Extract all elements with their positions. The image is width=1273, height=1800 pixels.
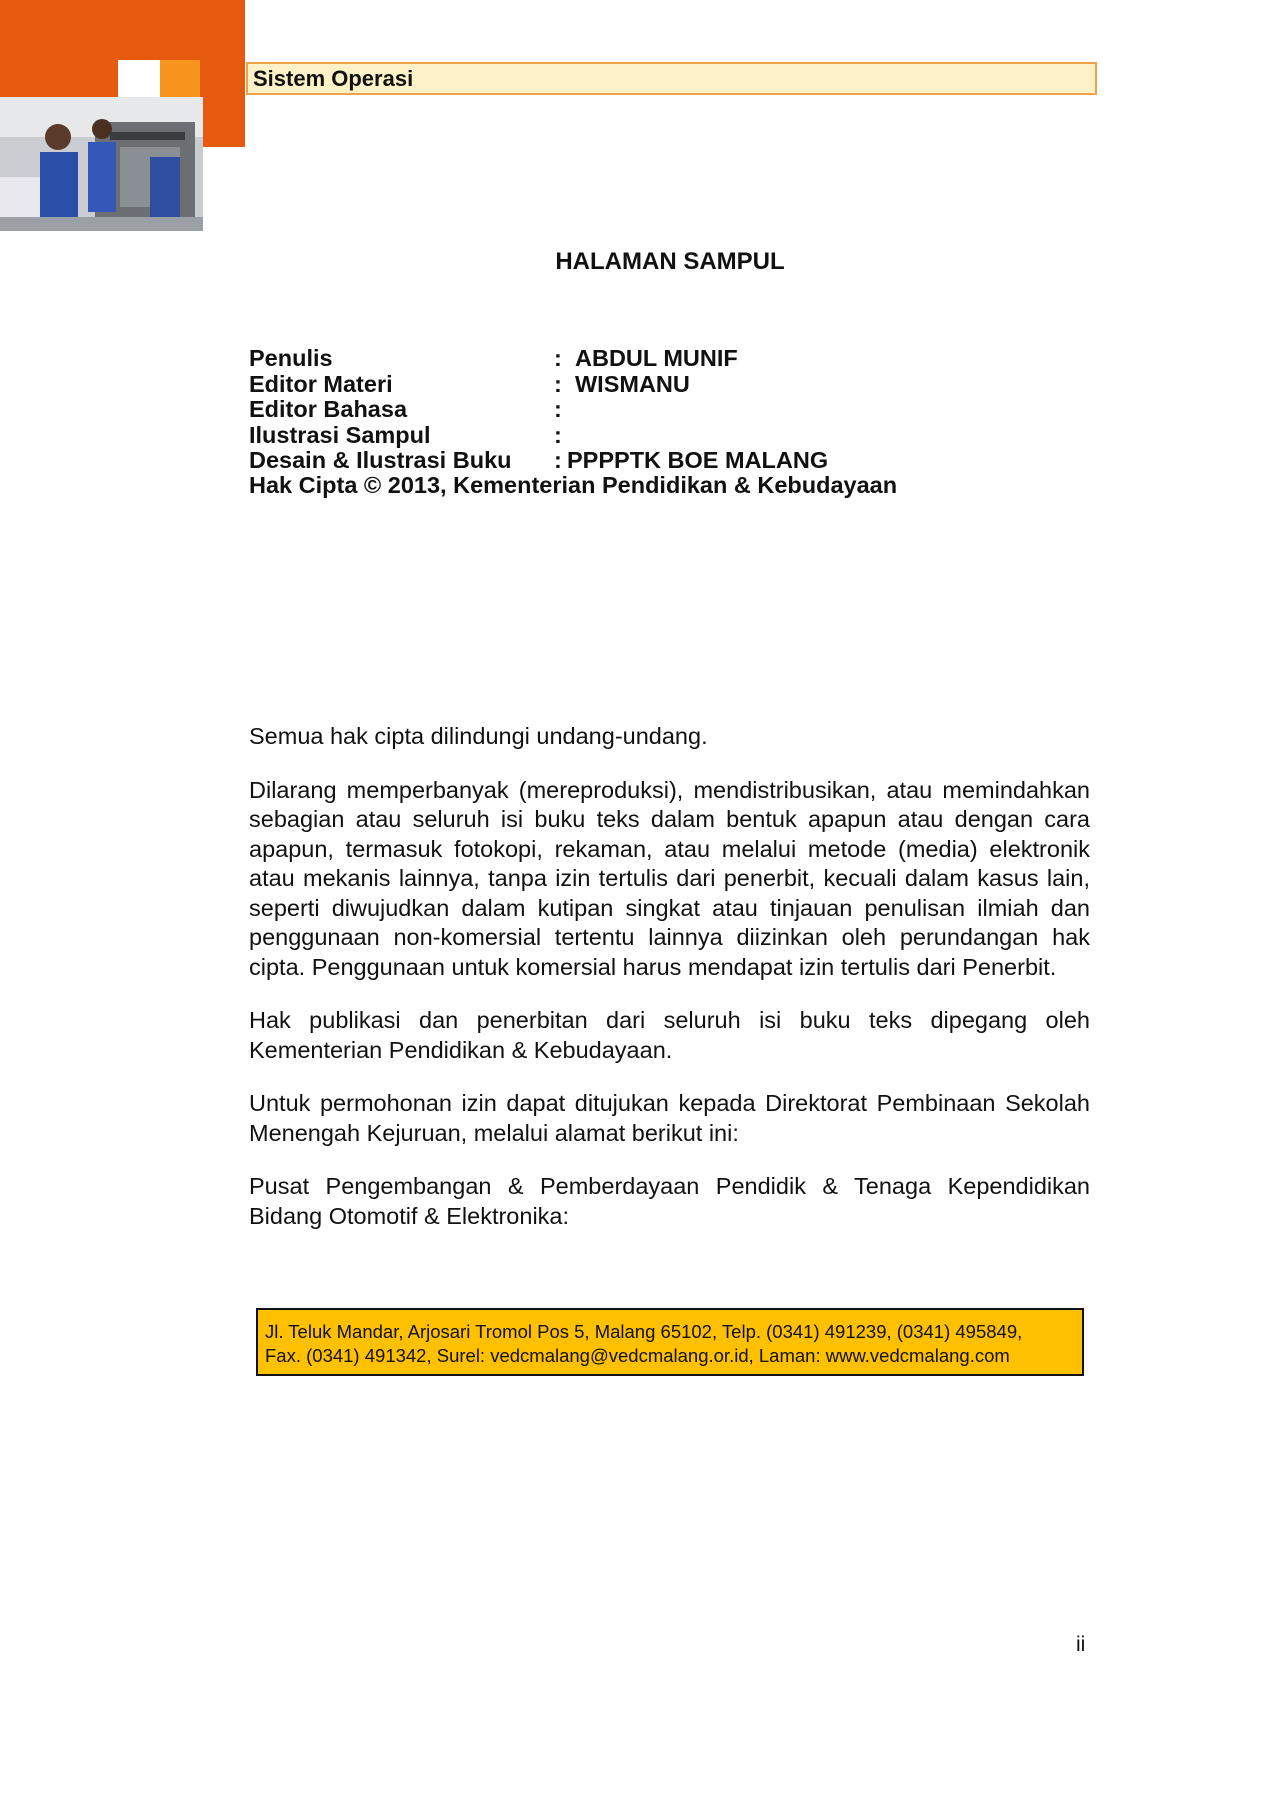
- credit-separator: :: [554, 396, 562, 422]
- page-number: ii: [1076, 1633, 1086, 1656]
- credit-label: Editor Bahasa: [249, 396, 408, 422]
- corner-block-tall: [0, 60, 118, 97]
- credit-separator: :: [554, 421, 562, 448]
- copyright-line: Hak Cipta © 2013, Kementerian Pendidikan & Kebudayaan: [249, 472, 898, 498]
- credit-separator: :: [554, 345, 562, 371]
- credit-label: Editor Materi: [249, 370, 393, 397]
- corner-block-light: [160, 60, 200, 97]
- credit-label: Ilustrasi Sampul: [249, 421, 431, 448]
- paragraph: Untuk permohonan izin dapat ditujukan kepada Direktorat Pembinaan Sekolah Menengah Kejuruan, melalui alamat berikut ini:: [249, 1090, 1090, 1146]
- cover-photo: [0, 97, 203, 231]
- corner-block-right-2: [203, 60, 245, 97]
- paragraph: Pusat Pengembangan & Pemberdayaan Pendidik & Tenaga Kependidikan Bidang Otomotif & Elektronika:: [249, 1173, 1090, 1229]
- credit-separator: :: [554, 370, 562, 397]
- credit-separator: :: [554, 447, 562, 473]
- credit-value: WISMANU: [575, 370, 690, 397]
- paragraph: Hak publikasi dan penerbitan dari seluruh isi buku teks dipegang oleh Kementerian Pendidikan & Kebudayaan.: [249, 1007, 1090, 1063]
- credit-value: PPPPTK BOE MALANG: [567, 447, 829, 473]
- paragraph: Dilarang memperbanyak (mereproduksi), mendistribusikan, atau memindahkan sebagian atau seluruh isi buku teks dalam bentuk apapun atau dengan cara apapun, termasuk fotokopi, rekaman, atau melalui metode (media) elektronik atau mekanis lainnya, tanpa izin tertulis dari penerbit, kecuali dalam kasus lain, seperti diwujudkan dalam kutipan singkat atau tinjauan penulisan ilmiah dan penggunaan non-komersial tertentu lainnya diizinkan oleh perundangan hak cipta. Penggunaan untuk komersial harus mendapat izin tertulis dari Penerbit.: [249, 776, 1090, 980]
- corner-block-main: [0, 0, 245, 60]
- address-box: [256, 1308, 1084, 1376]
- address-line: Fax. (0341) 491342, Surel: vedcmalang@vedcmalang.or.id, Laman: www.vedcmalang.com: [265, 1345, 1010, 1366]
- page-title: HALAMAN SAMPUL: [555, 248, 785, 275]
- address-line: Jl. Teluk Mandar, Arjosari Tromol Pos 5, Malang 65102, Telp. (0341) 491239, (0341) 495849,: [265, 1321, 1023, 1342]
- paragraph: Semua hak cipta dilindungi undang-undang.: [249, 723, 708, 749]
- credit-label: Penulis: [249, 345, 333, 371]
- body-text: [249, 722, 1090, 1255]
- credit-value: ABDUL MUNIF: [575, 345, 738, 371]
- credit-label: Desain & Ilustrasi Buku: [249, 447, 512, 473]
- corner-block-small: [203, 97, 245, 147]
- running-header: [246, 62, 1097, 95]
- header-title: Sistem Operasi: [253, 66, 414, 91]
